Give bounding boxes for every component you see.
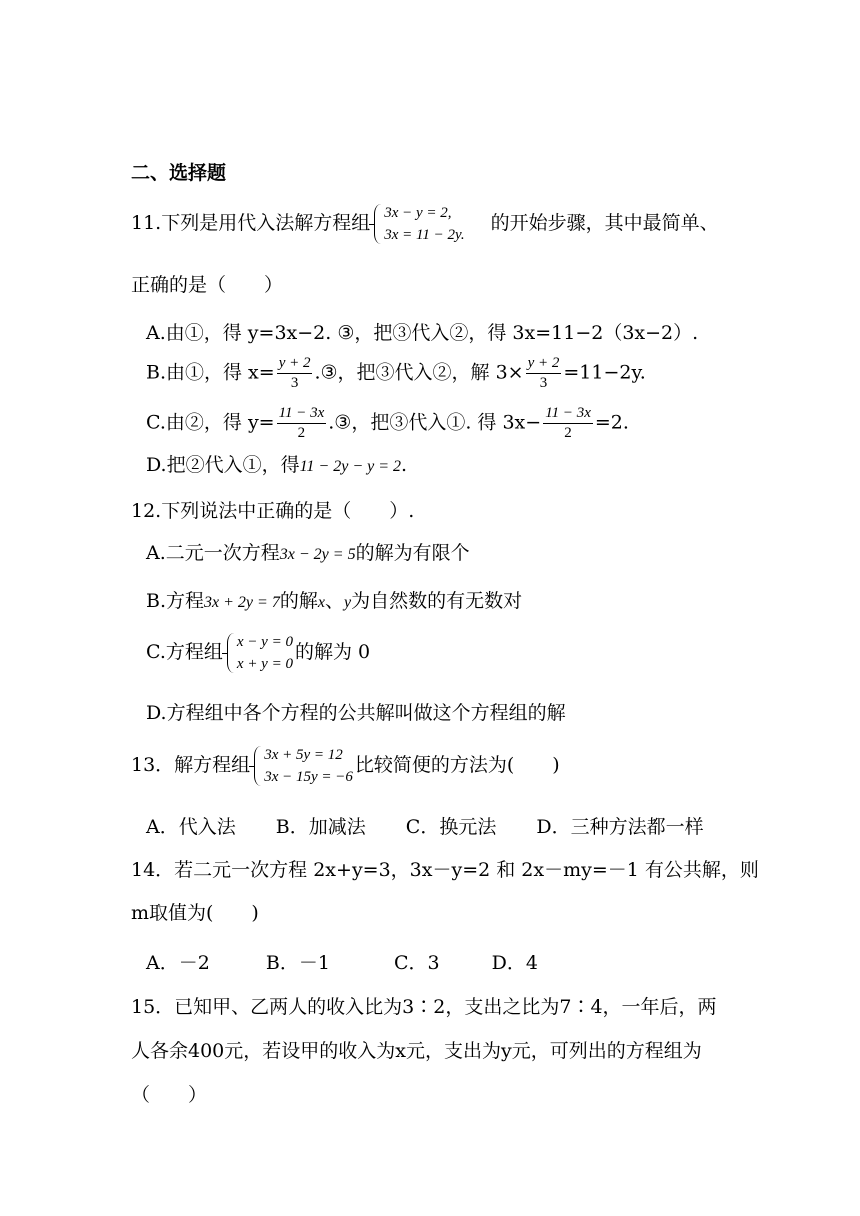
q11-c-text-end: =2. <box>594 411 629 434</box>
q11-d-text-end: . <box>401 454 408 476</box>
q11-c-text-mid: .③，把③代入①. 得 3x− <box>328 411 542 434</box>
fraction-numerator: 11 − 3x <box>277 404 327 424</box>
q11-c-fraction-2 <box>543 404 593 443</box>
q13-option-b: B．加减法 <box>275 816 366 838</box>
fraction-numerator: y + 2 <box>277 354 313 374</box>
question-13 <box>131 744 560 788</box>
q14-option-c: C．3 <box>393 952 440 974</box>
q14-option-a: A．－2 <box>146 952 210 974</box>
q12-c-eq-2: x + y = 0 <box>236 656 293 672</box>
q13-eq-2: 3x − 15y = −6 <box>264 769 353 785</box>
q13-option-c: C．换元法 <box>405 816 497 838</box>
q12-c-text-end: 的解为 0 <box>294 641 371 663</box>
q13-stem-tail: 比较简便的方法为( ) <box>354 754 560 776</box>
q11-b-text-mid: .③，把③代入②，解 3× <box>314 361 524 384</box>
fraction-numerator: 11 − 3x <box>543 404 593 424</box>
q11-equation-system <box>372 202 464 246</box>
q12-c-text: C.方程组 <box>146 641 223 663</box>
q13-eq-1: 3x + 5y = 12 <box>264 747 343 763</box>
q12-b-text-end: 为自然数的有无数对 <box>351 590 523 612</box>
q11-c-fraction-1 <box>277 404 327 443</box>
q13-option-d: D．三种方法都一样 <box>536 816 704 838</box>
q11-option-d <box>146 452 407 480</box>
q11-d-text: D.把②代入①，得 <box>146 454 300 476</box>
q12-a-text-end: 的解为有限个 <box>355 542 470 564</box>
question-12: 12.下列说法中正确的是（ ）. <box>131 500 415 522</box>
q12-b-text-mid: 的解 <box>279 590 318 612</box>
q11-d-equation: 11 − 2y − y = 2 <box>299 458 402 475</box>
q11-c-text: C.由②，得 y= <box>146 411 275 434</box>
q12-c-equation-system <box>225 631 293 675</box>
q12-b-text: B.方程 <box>146 590 205 612</box>
q12-b-var-y: y <box>343 594 352 611</box>
fraction-numerator: y + 2 <box>526 354 562 374</box>
q14-option-b: B．－1 <box>265 952 330 974</box>
fraction-denominator: 2 <box>297 425 306 441</box>
q13-option-a: A．代入法 <box>146 816 236 838</box>
q12-a-text: A.二元一次方程 <box>146 542 280 564</box>
question-15: 15．已知甲、乙两人的收入比为3∶2，支出之比为7∶4，一年后，两 <box>131 996 717 1018</box>
q11-b-text: B.由①，得 x= <box>146 361 275 384</box>
q14-stem-cont: m取值为( ) <box>131 902 259 924</box>
q12-option-a <box>146 540 470 568</box>
q13-options <box>146 814 704 840</box>
q11-b-fraction-1 <box>277 354 313 393</box>
q11-b-fraction-2 <box>526 354 562 393</box>
fraction-denominator: 2 <box>564 425 572 441</box>
section-title: 二、选择题 <box>131 162 227 184</box>
q11-stem: 11.下列是用代入法解方程组 <box>131 212 371 234</box>
q12-b-equation: 3x + 2y = 7 <box>204 594 280 611</box>
q11-stem-cont: 正确的是（ ） <box>131 274 284 296</box>
q14-option-d: D．4 <box>491 952 538 974</box>
q12-c-eq-1: x − y = 0 <box>236 634 293 650</box>
q14-options <box>146 950 538 976</box>
fraction-denominator: 3 <box>290 375 299 391</box>
q11-option-a: A.由①，得 y=3x−2. ③，把③代入②，得 3x=11−2（3x−2）. <box>146 322 699 344</box>
q15-line-2: 人各余400元，若设甲的收入为x元，支出为y元，可列出的方程组为 <box>131 1040 702 1062</box>
q12-option-b <box>146 588 522 616</box>
fraction-denominator: 3 <box>539 375 548 391</box>
q11-eq-1: 3x − y = 2, <box>384 205 452 221</box>
q15-line-3: （ ） <box>131 1084 208 1106</box>
q12-option-d: D.方程组中各个方程的公共解叫做这个方程组的解 <box>146 702 566 724</box>
q11-option-c <box>146 404 629 443</box>
q12-b-sep: 、 <box>324 590 344 612</box>
q11-eq-2: 3x = 11 − 2y. <box>384 227 465 243</box>
q11-stem-tail: 的开始步骤，其中最简单、 <box>490 212 719 234</box>
q13-equation-system <box>252 744 353 788</box>
q13-stem: 13．解方程组 <box>131 754 251 776</box>
q12-a-equation: 3x − 2y = 5 <box>279 546 356 563</box>
q12-option-c <box>146 631 370 675</box>
q11-b-text-end: =11−2y. <box>563 361 646 384</box>
question-11 <box>131 202 719 246</box>
q12-b-var-x: x <box>317 594 325 611</box>
question-14: 14．若二元一次方程 2x+y=3，3x－y=2 和 2x－my=－1 有公共解，则 <box>131 859 759 881</box>
q11-option-b <box>146 354 646 393</box>
